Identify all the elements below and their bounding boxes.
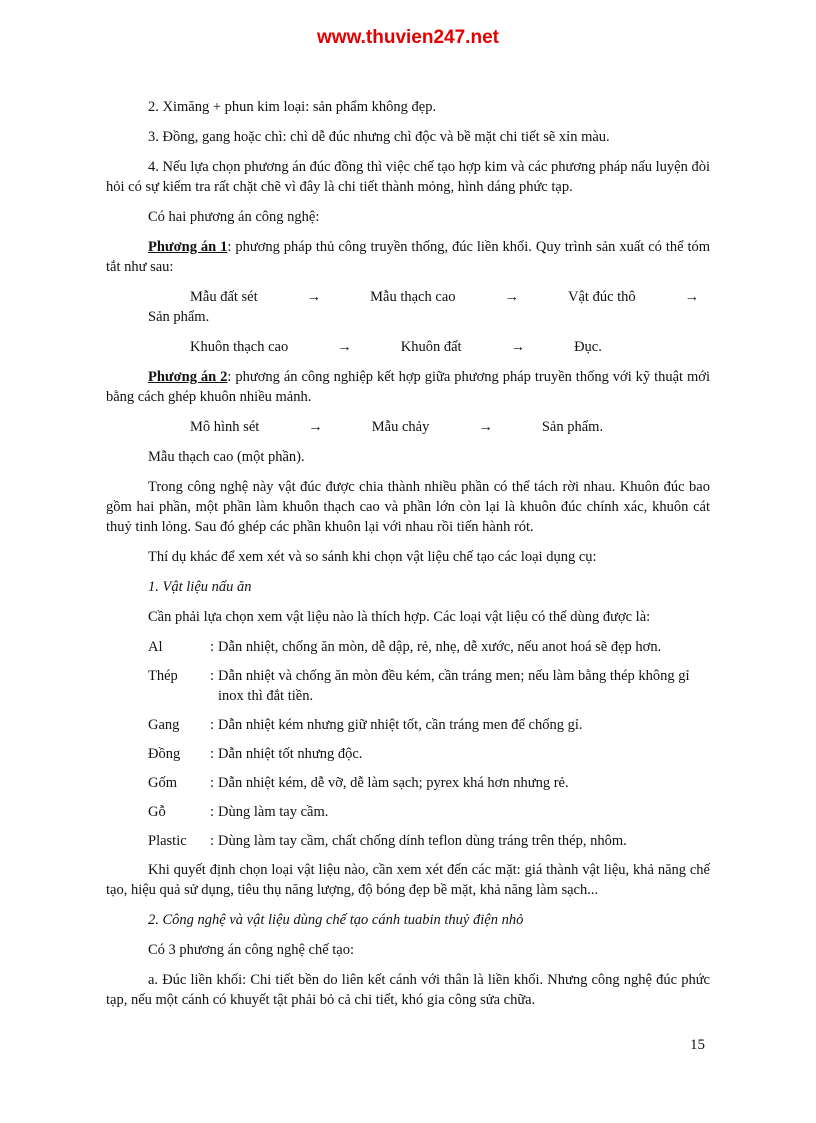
material-name: Gốm [148,775,177,791]
section-heading: 2. Công nghệ và vật liệu dùng chế tạo cánh tuabin thuỷ điện nhỏ [148,912,524,928]
option-1-paragraph [106,237,710,277]
process-flow-2 [106,337,710,357]
section-heading: 1. Vật liệu nấu ăn [148,579,252,595]
material-desc: Dẫn nhiệt tốt nhưng độc. [218,746,363,762]
paragraph: 4. Nếu lựa chọn phương án đúc đồng thì việc chế tạo hợp kim và các phương pháp nấu luyện đòi hỏi có sự kiểm tra rất chặt chẽ vì đây là chi tiết thành mỏng, hình dáng phức tạp. [106,159,710,195]
page-number: 15 [690,1037,705,1053]
paragraph: Trong công nghệ này vật đúc được chia thành nhiều phần có thể tách rời nhau. Khuôn đúc bao gồm hai phần, một phần làm khuôn thạch cao và phần lớn còn lại là khuôn đúc chính xác, khuôn cát thuỷ tinh lỏng. Sau đó ghép các phần khuôn lại với nhau rồi tiến hành rót. [106,479,710,535]
paragraph: Có 3 phương án công nghệ chế tạo: [148,942,354,958]
process-flow-1 [106,287,710,327]
arrow-right-icon: → [510,339,526,355]
paragraph: Cần phải lựa chọn xem vật liệu nào là thích hợp. Các loại vật liệu có thể dùng được là: [148,609,651,625]
list-item: Plastic : Dùng làm tay cầm, chất chống dính teflon dùng tráng trên thép, nhôm. [106,831,710,851]
material-desc: Dẫn nhiệt và chống ăn mòn đều kém, cần tráng men; nếu làm bằng thép không gỉ inox thì đắt tiền. [218,668,690,704]
material-desc: Dùng làm tay cầm, chất chống dính teflon dùng tráng trên thép, nhôm. [218,833,627,849]
paragraph: Khi quyết định chọn loại vật liệu nào, cần xem xét đến các mặt: giá thành vật liệu, khả năng chế tạo, hiệu quả sử dụng, tiêu thụ năng lượng, độ bóng đẹp bề mặt, khả năng làm sạch... [106,862,710,898]
arrow-right-icon: → [308,419,323,435]
process-flow-3 [106,417,710,437]
option-2-paragraph [106,367,710,407]
list-item: Gỗ : Dùng làm tay cầm. [106,802,710,822]
list-item: Al : Dẫn nhiệt, chống ăn mòn, dễ dập, rẻ, nhẹ, dễ xước, nếu anot hoá sẽ đẹp hơn. [106,637,710,657]
option-1-text: : phương pháp thủ công truyền thống, đúc liền khối. Quy trình sản xuất có thể tóm tắt như sau: [106,239,711,275]
option-2-text: : phương án công nghiệp kết hợp giữa phương pháp truyền thống với kỹ thuật mới bằng cách ghép khuôn nhiều mảnh. [106,369,710,405]
flow-step: Mẫu chảy [371,419,430,435]
paragraph: 2. Ximăng + phun kim loại: sản phẩm không đẹp. [148,99,437,115]
flow-step: Vật đúc thô [568,289,636,305]
list-item: Gang : Dẫn nhiệt kém nhưng giữ nhiệt tốt, cần tráng men để chống gỉ. [106,715,710,735]
process-flow-4: Mẫu thạch cao (một phần). [148,449,305,465]
arrow-right-icon: → [478,419,493,435]
arrow-right-icon: → [337,339,352,355]
material-desc: Dẫn nhiệt, chống ăn mòn, dễ dập, rẻ, nhẹ, dễ xước, nếu anot hoá sẽ đẹp hơn. [218,639,662,655]
flow-step: Mô hình sét [190,419,260,435]
flow-step: Sản phẩm. [148,309,210,325]
option-2-label: Phương án 2 [148,369,228,385]
flow-step: Khuôn đất [400,339,462,355]
arrow-right-icon: → [504,289,520,305]
flow-step: Đục. [574,339,602,355]
arrow-right-icon: → [684,289,700,305]
material-name: Đồng [148,746,181,762]
material-desc: Dùng làm tay cầm. [218,804,329,820]
paragraph: a. Đúc liền khối: Chi tiết bền do liên kết cánh với thân là liền khối. Nhưng công nghệ đúc phức tạp, nếu một cánh có khuyết tật phải bỏ cả chi tiết, khó gia công sửa chữa. [106,972,710,1008]
material-desc: Dẫn nhiệt kém nhưng giữ nhiệt tốt, cần tráng men để chống gỉ. [218,717,583,733]
material-name: Al [148,639,163,655]
flow-step: Khuôn thạch cao [190,339,289,355]
arrow-right-icon: → [306,289,322,305]
paragraph: 3. Đồng, gang hoặc chì: chì dễ đúc nhưng chì độc và bề mặt chi tiết sẽ xỉn màu. [148,129,610,145]
paragraph: Thí dụ khác để xem xét và so sánh khi chọn vật liệu chế tạo các loại dụng cụ: [148,549,597,565]
list-item: Thép : Dẫn nhiệt và chống ăn mòn đều kém, cần tráng men; nếu làm bằng thép không gỉ inox thì đắt tiền. [106,666,710,706]
page-body [106,97,710,1020]
watermark-url: www.thuvien247.net [317,27,499,48]
material-name: Gang [148,717,180,733]
material-name: Plastic [148,833,187,849]
material-name: Thép [148,668,178,684]
paragraph: Có hai phương án công nghệ: [148,209,320,225]
material-desc: Dẫn nhiệt kém, dễ vỡ, dễ làm sạch; pyrex khá hơn nhưng rẻ. [218,775,569,791]
flow-step: Mẫu thạch cao [370,289,456,305]
flow-step: Mẫu đất sét [190,289,258,305]
material-name: Gỗ [148,804,166,820]
materials-list [106,637,710,851]
list-item: Gốm : Dẫn nhiệt kém, dễ vỡ, dễ làm sạch; pyrex khá hơn nhưng rẻ. [106,773,710,793]
option-1-label: Phương án 1 [148,239,228,255]
list-item: Đồng : Dẫn nhiệt tốt nhưng độc. [106,744,710,764]
flow-step: Sản phẩm. [541,419,604,435]
